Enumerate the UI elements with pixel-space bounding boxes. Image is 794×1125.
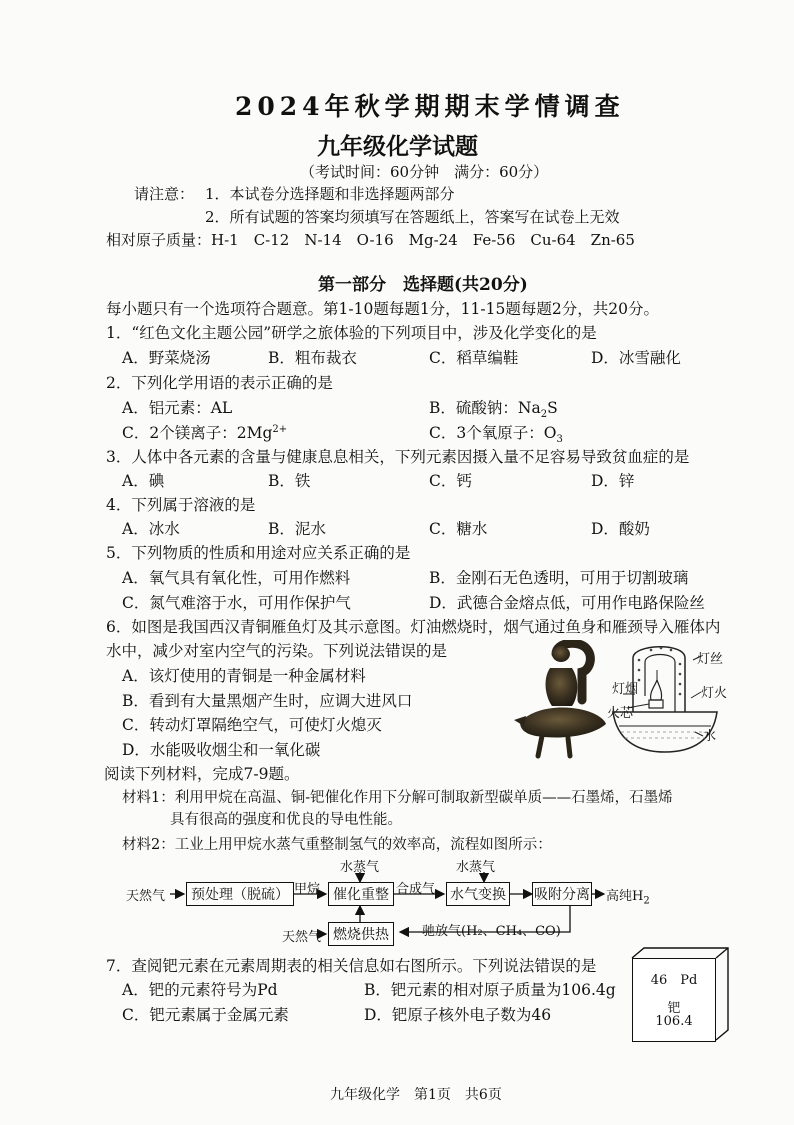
page-footer: 九年级化学 第1页 共6页 xyxy=(330,1087,502,1103)
q7-option-b: B．钯元素的相对原子质量为106.4g xyxy=(364,981,616,999)
page-title: 2024年秋学期期末学情调查 xyxy=(235,92,625,121)
flow-label-steam-1: 水蒸气 xyxy=(340,860,380,875)
question-1-stem: 1．“红色文化主题公园”研学之旅体验的下列项目中，涉及化学变化的是 xyxy=(106,324,597,342)
flow-step-shift: 水气变换 xyxy=(446,882,510,906)
question-5-stem: 5．下列物质的性质和用途对应关系正确的是 xyxy=(106,544,411,562)
diagram-label-wick: 灯丝 xyxy=(697,652,724,667)
diagram-label-water: 水 xyxy=(703,729,717,744)
material-1-line-2: 具有很高的强度和优良的导电性能。 xyxy=(170,812,402,828)
q3-option-d: D．锌 xyxy=(591,472,635,490)
q3-option-c: C．钙 xyxy=(429,472,472,490)
q4-option-d: D．酸奶 xyxy=(591,520,650,538)
q7-option-d: D．钯原子核外电子数为46 xyxy=(364,1006,552,1024)
flow-step-pretreat: 预处理（脱硫） xyxy=(186,882,294,906)
element-mass: 106.4 xyxy=(655,1014,693,1029)
palladium-element-card xyxy=(632,958,716,1042)
element-name: 钯 xyxy=(667,1001,681,1016)
q6-option-a: A．该灯使用的青铜是一种金属材料 xyxy=(122,667,366,685)
atomic-masses-values: H-1 C-12 N-14 O-16 Mg-24 Fe-56 Cu-64 Zn-65 xyxy=(211,231,635,249)
part-instructions: 每小题只有一个选项符合题意。第1-10题每题1分，11-15题每题2分，共20分。 xyxy=(106,300,659,318)
notice-item-2: 2．所有试题的答案均须填写在答题纸上，答案写在试卷上无效 xyxy=(205,208,620,226)
question-7-stem: 7．查阅钯元素在元素周期表的相关信息如右图所示。下列说法错误的是 xyxy=(106,957,597,975)
atomic-masses-label: 相对原子质量： xyxy=(106,231,212,249)
notice-label: 请注意： xyxy=(134,185,195,203)
q5-option-d: D．武德合金熔点低，可用作电路保险丝 xyxy=(429,594,705,612)
q6-option-b: B．看到有大量黑烟产生时，应调大进风口 xyxy=(122,692,413,710)
q2-option-d: C．3个氧原子：$O_3$ xyxy=(429,424,563,446)
element-number-symbol: 46 Pd xyxy=(650,973,698,988)
reading-intro: 阅读下列材料，完成7-9题。 xyxy=(104,765,300,783)
exam-info: （考试时间：60分钟 满分：60分） xyxy=(300,163,549,181)
atomic-masses xyxy=(106,229,635,250)
flow-label-steam-2: 水蒸气 xyxy=(456,860,496,875)
q4-option-b: B．泥水 xyxy=(268,520,326,538)
notice-item-1: 1．本试卷分选择题和非选择题两部分 xyxy=(205,185,455,203)
part-title: 第一部分 选择题(共20分) xyxy=(318,275,528,295)
q1-option-c: C．稻草编鞋 xyxy=(429,349,519,367)
question-3-stem: 3．人体中各元素的含量与健康息息相关，下列元素因摄入量不足容易导致贫血症的是 xyxy=(106,448,690,466)
flow-label-tail-gas: 驰放气(H₂、CH₄、CO) xyxy=(422,924,561,939)
question-2-stem: 2．下列化学用语的表示正确的是 xyxy=(106,374,333,392)
q2-option-b: B．硫酸钠：$Na_2S$ xyxy=(429,399,558,421)
q5-option-c: C．氮气难溶于水，可用作保护气 xyxy=(122,594,351,612)
q6-option-c: C．转动灯罩隔绝空气，可使灯火熄灭 xyxy=(122,716,382,734)
material-2: 材料2：工业上用甲烷水蒸气重整制氢气的效率高，流程如图所示： xyxy=(122,837,552,853)
q1-option-b: B．粗布裁衣 xyxy=(268,349,357,367)
material-1-line-1: 材料1：利用甲烷在高温、铜-钯催化作用下分解可制取新型碳单质——石墨烯，石墨烯 xyxy=(122,790,673,806)
q7-option-a: A．钯的元素符号为Pd xyxy=(122,981,278,999)
flow-step-reform: 催化重整 xyxy=(328,882,394,906)
question-6-stem-line-1: 6．如图是我国西汉青铜雁鱼灯及其示意图。灯油燃烧时，烟气通过鱼身和雁颈导入雁体内 xyxy=(106,618,721,636)
q7-option-c: C．钯元素属于金属元素 xyxy=(122,1006,289,1024)
q3-option-a: A．碘 xyxy=(122,472,165,490)
flow-natural-gas-burn: 天然气 xyxy=(282,930,322,945)
flow-step-burn: 燃烧供热 xyxy=(328,922,394,946)
q3-option-b: B．铁 xyxy=(268,472,311,490)
flow-step-psa: 吸附分离 xyxy=(532,882,592,906)
question-4-stem: 4．下列属于溶液的是 xyxy=(106,496,256,514)
q1-option-a: A．野菜烧汤 xyxy=(122,349,211,367)
page-subtitle: 九年级化学试题 xyxy=(317,133,478,160)
q5-option-b: B．金刚石无色透明，可用于切割玻璃 xyxy=(429,569,689,587)
q6-option-d: D．水能吸收烟尘和一氧化碳 xyxy=(122,741,321,759)
q2-option-a: A．铝元素：AL xyxy=(122,399,233,417)
q4-option-c: C．糖水 xyxy=(429,520,488,538)
flow-label-methane: 甲烷 xyxy=(294,882,321,897)
flow-label-syngas: 合成气 xyxy=(396,882,436,897)
flow-natural-gas-input: 天然气 xyxy=(126,889,166,904)
bronze-lamp-image xyxy=(512,640,612,760)
diagram-label-flame: 灯火 xyxy=(701,686,728,701)
flow-product: 高纯$H_2$ xyxy=(606,889,650,907)
q4-option-a: A．冰水 xyxy=(122,520,180,538)
q1-option-d: D．冰雪融化 xyxy=(591,349,681,367)
question-6-stem-line-2: 水中，减少对室内空气的污染。下列说法错误的是 xyxy=(106,642,448,660)
q2-option-c: C．2个镁离子：$2Mg^{2+}$ xyxy=(122,423,288,442)
q5-option-a: A．氧气具有氧化性，可用作燃料 xyxy=(122,569,351,587)
diagram-label-smoke: 灯烟 xyxy=(612,682,639,697)
diagram-label-core: 火芯 xyxy=(607,706,634,721)
